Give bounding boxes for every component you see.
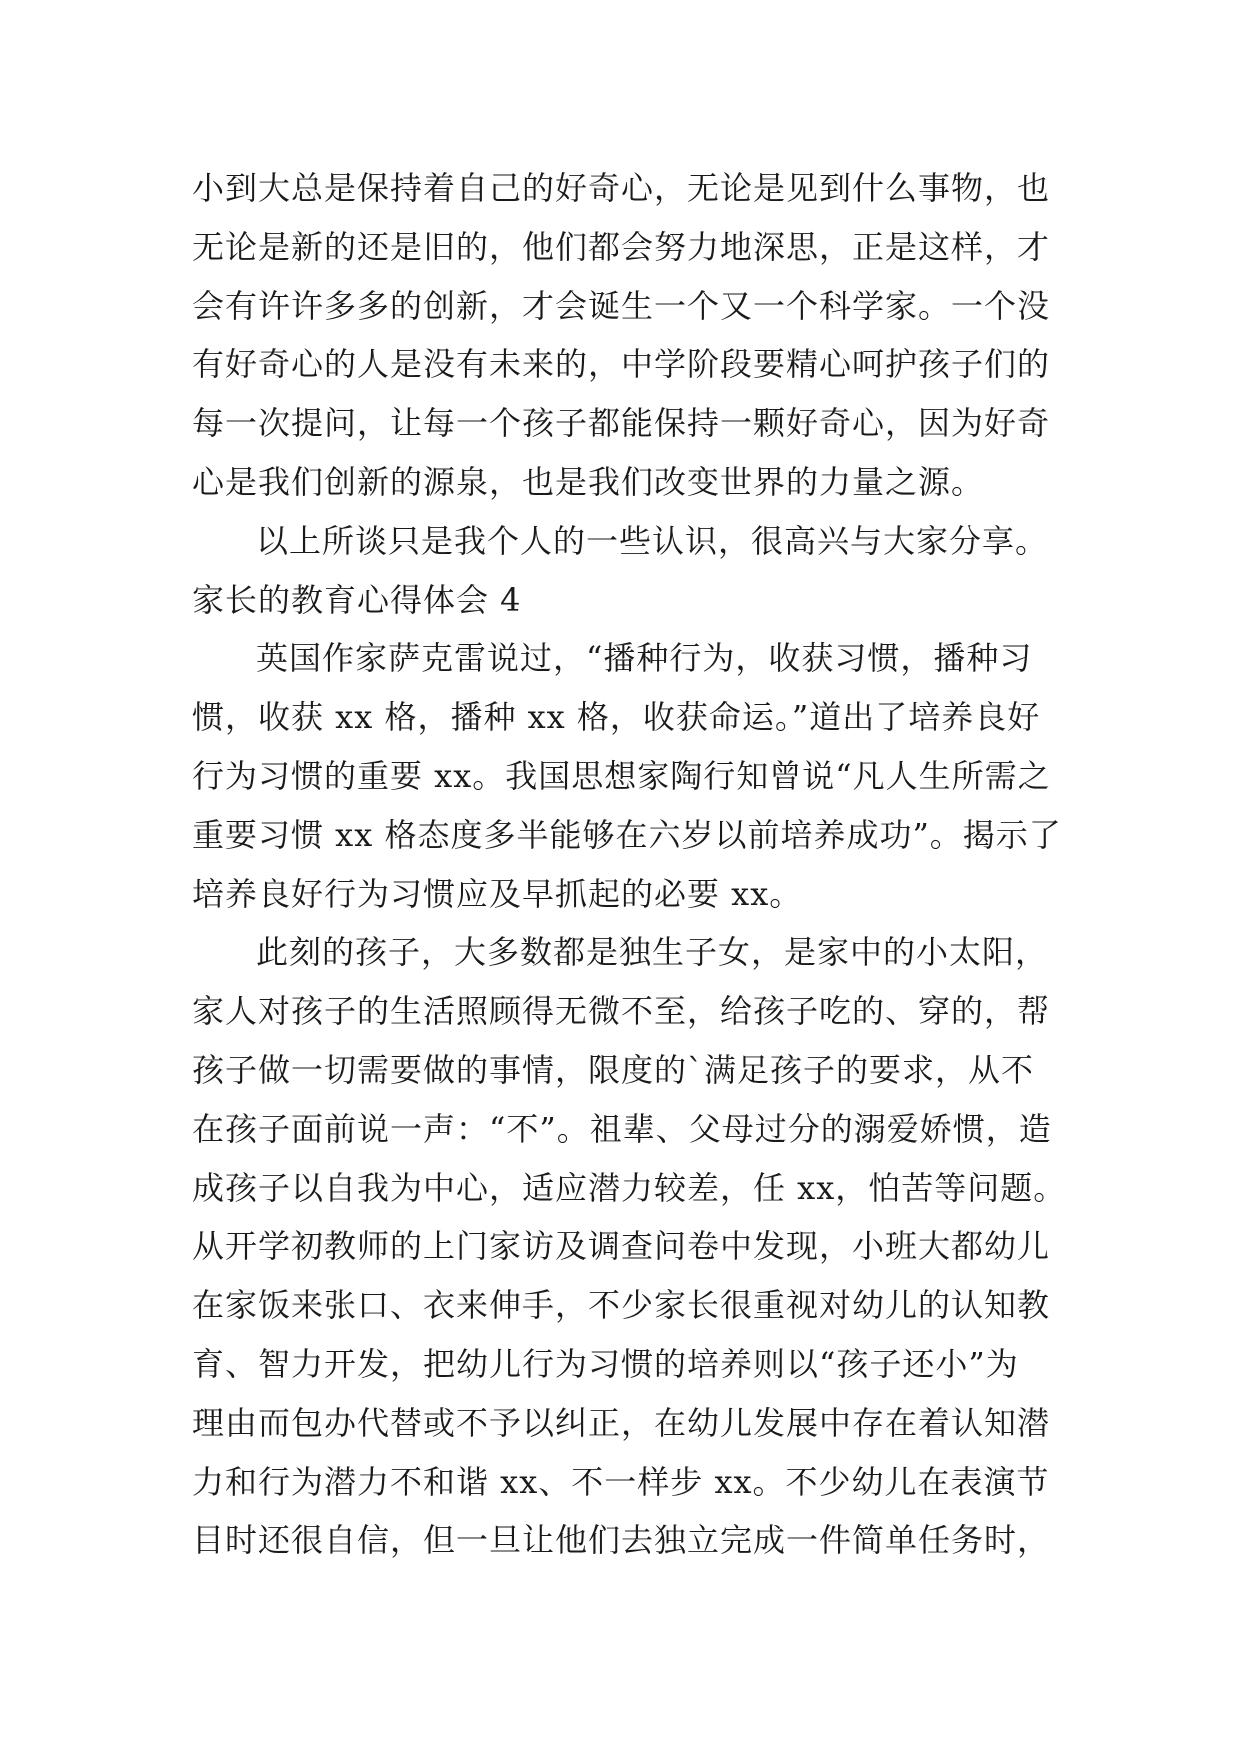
text-line: 在孩子面前说一声：“不”。祖辈、父母过分的溺爱娇惯，造 (192, 1109, 1052, 1148)
paragraph-first-line: 英国作家萨克雷说过，“播种行为，收获习惯，播种习 (256, 639, 1033, 678)
text-line: 重要习惯 xx 格态度多半能够在六岁以前培养成功”。揭示了 (192, 815, 1062, 854)
text-line: 小到大总是保持着自己的好奇心，无论是见到什么事物，也 (192, 169, 1051, 207)
text-line: 惯，收获 xx 格，播种 xx 格，收获命运。”道出了培养良好 (192, 698, 1041, 737)
text-line: 有好奇心的人是没有未来的，中学阶段要精心呵护孩子们的 (192, 345, 1051, 384)
text-line: 家人对孩子的生活照顾得无微不至，给孩子吃的、穿的，帮 (192, 992, 1051, 1031)
text-line: 培养良好行为习惯应及早抓起的必要 xx。 (192, 874, 803, 913)
text-line: 成孩子以自我为中心，适应潜力较差，任 xx，怕苦等问题。 (192, 1168, 1067, 1207)
paragraph-first-line: 以上所谈只是我个人的一些认识，很高兴与大家分享。 (256, 521, 1049, 560)
document-body (192, 159, 1067, 1570)
text-line: 行为习惯的重要 xx。我国思想家陶行知曾说“凡人生所需之 (192, 756, 1051, 795)
text-line: 力和行为潜力不和谐 xx、不一样步 xx。不少幼儿在表演节 (192, 1462, 1050, 1501)
paragraph-first-line: 此刻的孩子，大多数都是独生子女，是家中的小太阳， (256, 933, 1049, 972)
text-line: 在家饭来张口、衣来伸手，不少家长很重视对幼儿的认知教 (192, 1286, 1051, 1325)
text-line: 心是我们创新的源泉，也是我们改变世界的力量之源。 (192, 462, 985, 501)
text-line: 目时还很自信，但一旦让他们去独立完成一件简单任务时， (192, 1521, 1051, 1560)
text-line: 无论是新的还是旧的，他们都会努力地深思，正是这样，才 (192, 227, 1051, 266)
text-line: 会有许许多多的创新，才会诞生一个又一个科学家。一个没 (192, 286, 1051, 325)
text-line: 孩子做一切需要做的事情，限度的`满足孩子的要求，从不 (192, 1050, 1035, 1089)
text-line: 每一次提问，让每一个孩子都能保持一颗好奇心，因为好奇 (192, 404, 1051, 443)
text-line: 家长的教育心得体会 4 (192, 580, 522, 619)
text-line: 育、智力开发，把幼儿行为习惯的培养则以“孩子还小”为 (192, 1344, 1019, 1383)
text-line: 从开学初教师的上门家访及调查问卷中发现，小班大都幼儿 (192, 1227, 1051, 1266)
text-line: 理由而包办代替或不予以纠正，在幼儿发展中存在着认知潜 (192, 1403, 1051, 1442)
